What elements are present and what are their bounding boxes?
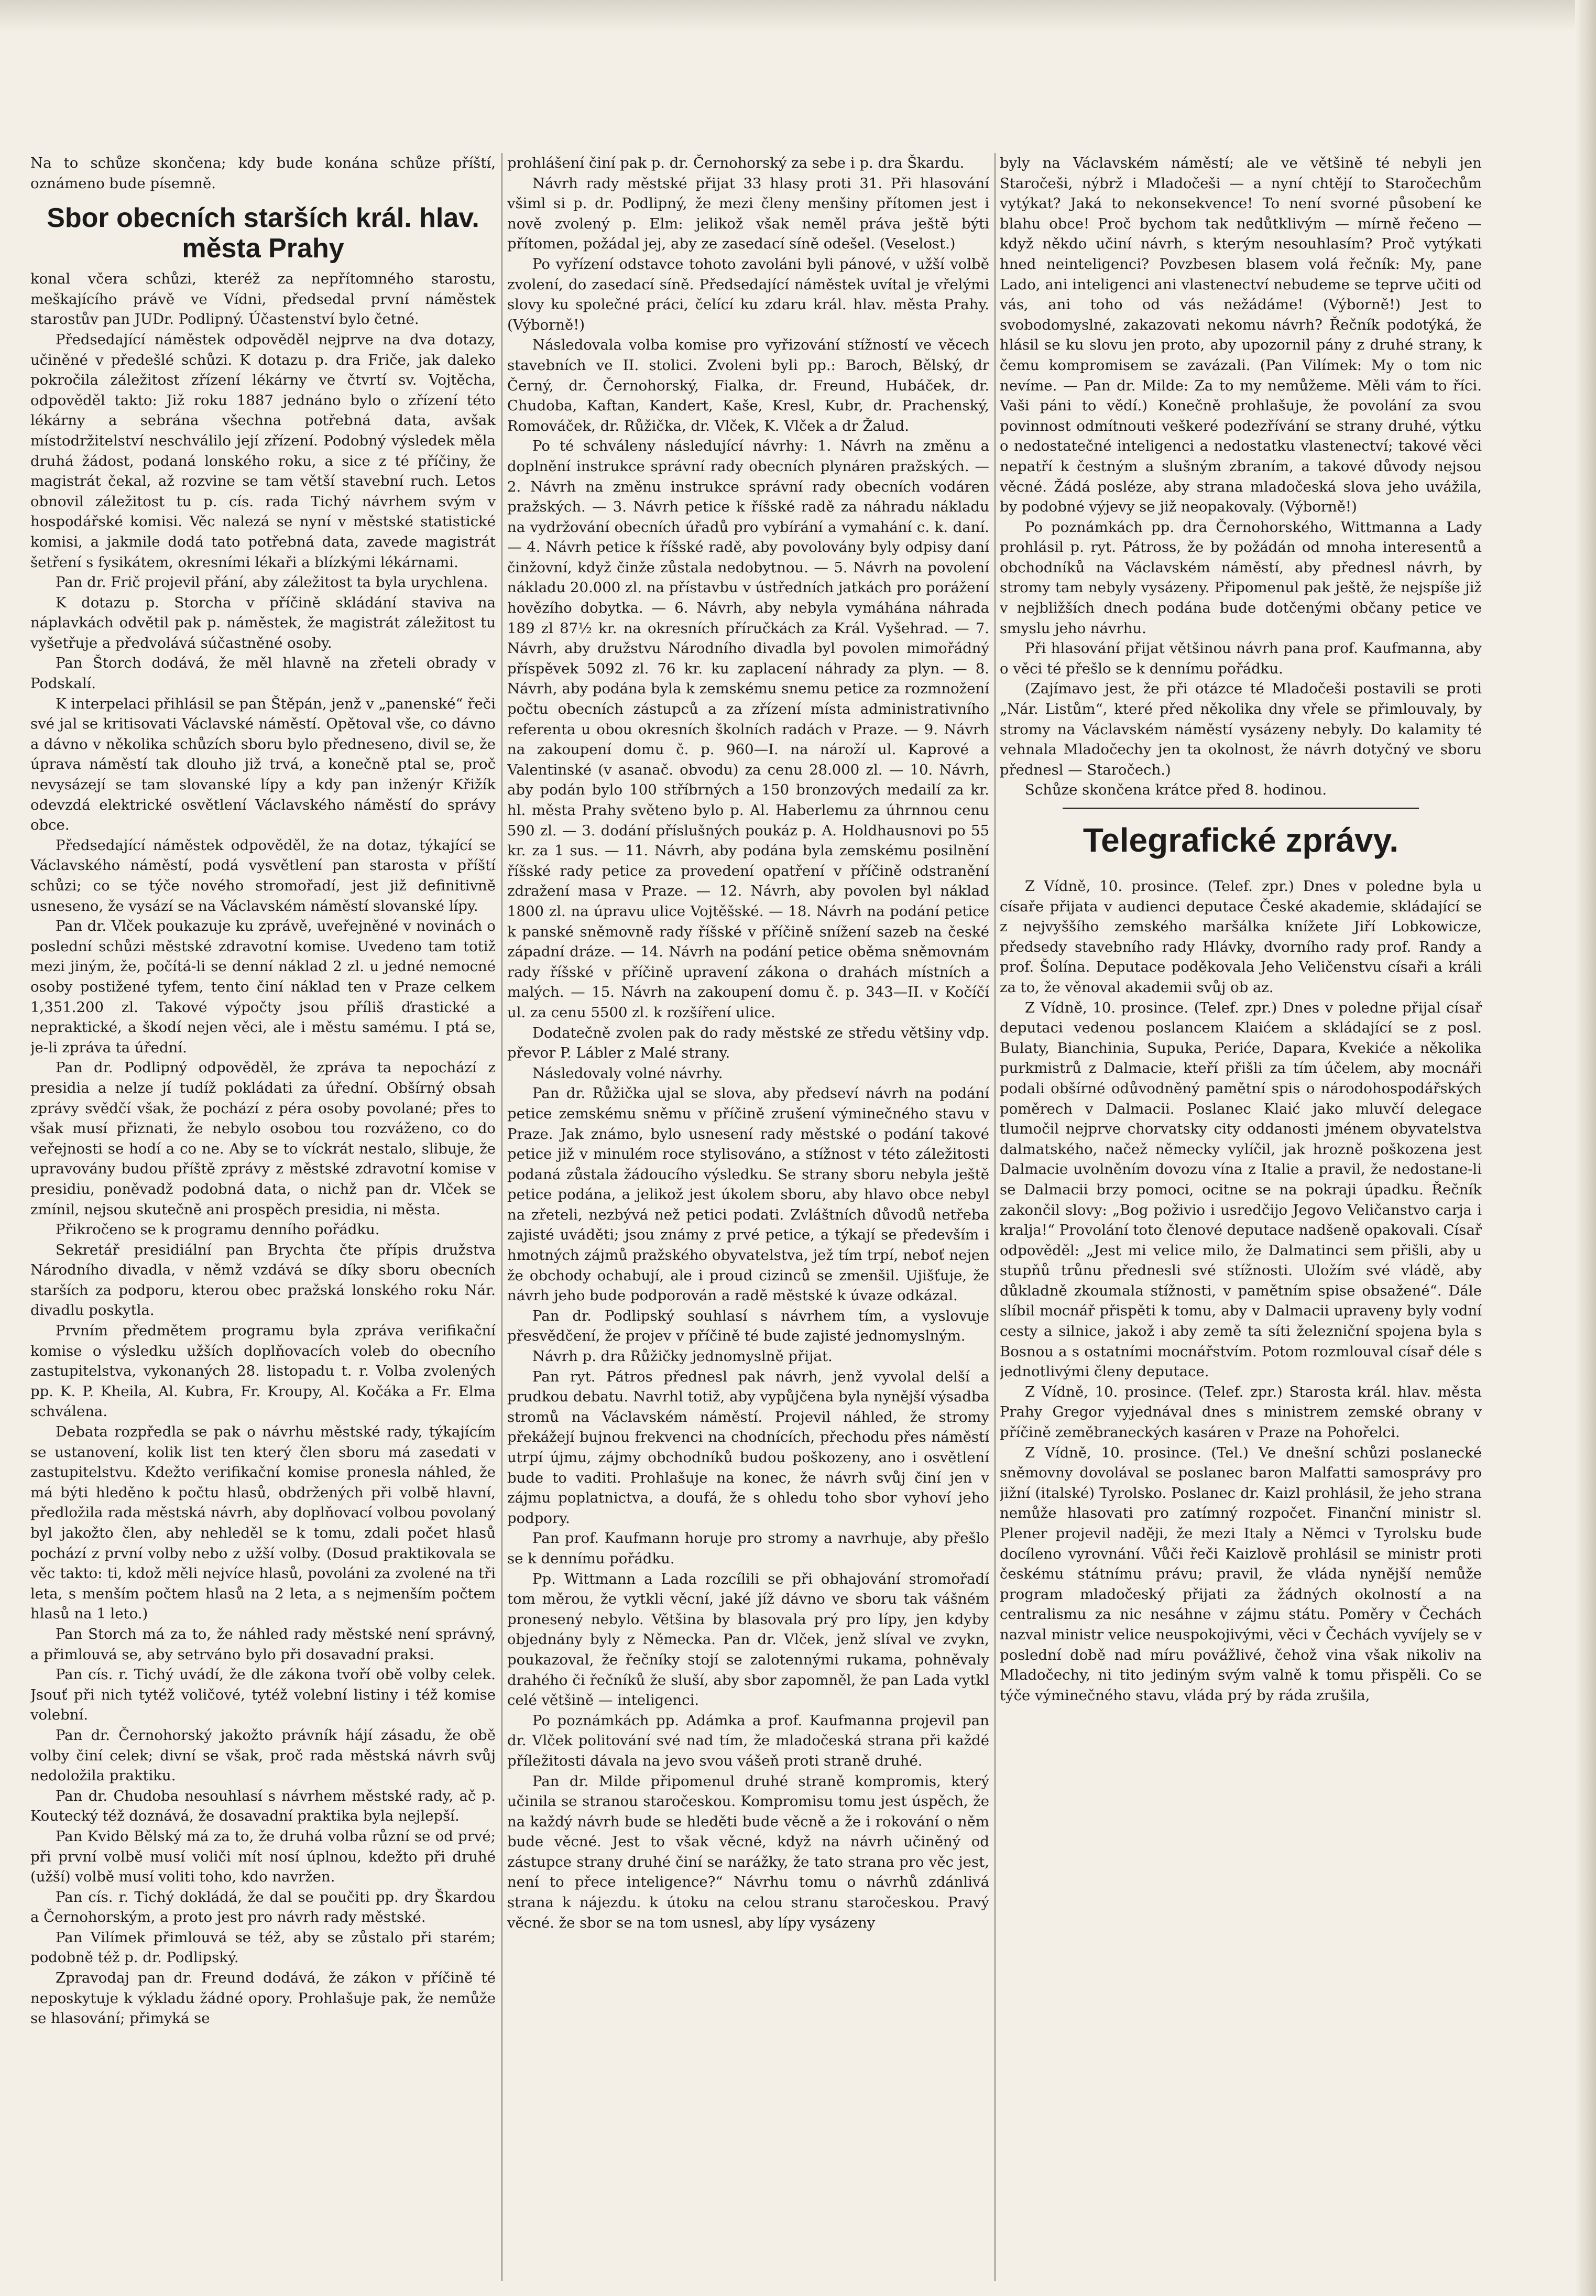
column-3 bbox=[1000, 153, 1482, 2281]
paragraph: Po té schváleny následující návrhy: 1. Návrh na změnu a doplnění instrukce správní rady obecních plynáren pražských. — 2. Návrh na změnu instrukce správní rady obecních vodáren pražských. — 3. Návrh petice k říšské radě za náhradu nákladu na vydržování obecních úřadů pro vybírání a vymahání c. k. daní. — 4. Návrh petice k říšské radě, aby povolovány byly odpisy daní činžovní, když činže zůstala nedobytnou. — 5. Návrh na povolení nákladu 20.000 zl. na přístavbu v ústředních jatkách pro porážení hovězího dobytka. — 6. Návrh, aby nebyla vymáhána náhrada 189 zl 87½ kr. na okresních příručkách za Král. Vyšehrad. — 7. Návrh, aby družstvu Národního divadla byl povolen mimořádný příspěvek 5092 zl. 76 kr. ku zaplacení náhrady za plyn. — 8. Návrh, aby podána byla k zemskému snemu petice za rozmnožení počtu obecních zástupců a za zřízení místa administrativního referenta u obou okresních školních radách v Praze. — 9. Návrh na zakoupení domu č. p. 960—I. na nároží ul. Kaprové a Valentinské (v asanač. obvodu) za cenu 28.000 zl. — 10. Návrh, aby podán bylo 100 stříbrných a 150 bronzových medailí za kr. hl. města Prahy světeno bylo p. Al. Haberlemu za úhrnnou cenu 590 zl. — 3. dodání příslušných poukáz p. A. Holdhausnovi po 55 kr. za 1 sus. — 11. Návrh, aby podána byla zemskému posilnění říšské rady petice za provedení opatření v příčině odstranění zdražení masa v Praze. — 12. Návrh, aby povolen byl náklad 1800 zl. na úpravu ulice Vojtěšské. — 18. Návrh na podání petice k panské sněmovně rady říšské v příčině snížení sazeb na české západní dráze. — 14. Návrh na podání petice oběma sněmovnám rady říšské v příčině upravení zákona o drahách místních a malých. — 15. Návrh na zakoupení domu č. p. 343—II. v Kočíčí ul. za cenu 5500 zl. k rozšíření ulice. bbox=[507, 438, 989, 1021]
paragraph: Pan dr. Chudoba nesouhlasí s návrhem městské rady, ač p. Koutecký též doznává, že dosavadní praktika byla nejlepší. bbox=[30, 1787, 496, 1825]
paragraph: Pan Storch má za to, že náhled rady městské není správný, a přimlouvá se, aby setrváno bylo při dosavadní praksi. bbox=[30, 1625, 496, 1663]
section-divider bbox=[1063, 808, 1419, 809]
paragraph: Pan cís. r. Tichý dokládá, že dal se poučiti pp. dry Škardou a Černohorským, a proto jest pro návrh rady městské. bbox=[30, 1888, 496, 1926]
paragraph: Předsedající náměstek odpověděl nejprve na dva dotazy, učiněné v předešlé schůzi. K dotazu p. dra Friče, jak daleko pokročila záležitost zřízení lékárny ve čtvrtí sv. Vojtěcha, odpověděl takto: Již roku 1887 jednáno bylo o zřízení této lékárny a sebrána všechna potřebná data, avšak místodržitelství neschválilo její zřízení. Podobný výsledek měla druhá žádost, podaná lonského roku, a sice z té příčiny, že magistrát čekal, až rozvine se tam větší stavební ruch. Letos obnovil záležitost tu p. cís. rada Tichý návrhem svým v hospodářské komisi. Věc nalezá se nyní v městské statistické komisi, a jakmile dodá tato potřebná data, zavede magistrát šetření s fysikátem, okresními lékaři a blízkými lékárnami. bbox=[30, 331, 496, 571]
telegram-item: Z Vídně, 10. prosince. (Tel.) Ve dnešní schůzi poslanecké sněmovny dovolával se poslanec baron Malfatti samosprávy pro jižní (italské) Tyrolsko. Poslanec dr. Kaizl prohlásil, že jeho strana nemůže hlasovati pro zatímný rozpočet. Finanční ministr sl. Plener projevil naději, že mezi Italy a Němci v Tyrolsku bude docíleno vyrovnání. Vůči řeči Kaizlově prohlásil se ministr proti českému státnímu právu; pravil, že vláda nynější nemůže program mladočeský přijati za žádných okolností a na centralismu za nic nesáhne v zájmu státu. Poměry v Čechách nazval ministr velice neuspokojivými, věci v Čechách vyvíjely se v poslední době nad míru povážlivé, čehož vina však nikoliv na Mladočechy, ni tito jediným svým valně k tomu přispěli. Co se týče výminečného stavu, vláda prý by ráda zrušila, bbox=[1000, 1444, 1482, 1704]
paragraph: Debata rozpředla se pak o návrhu městské rady, týkajícím se ustanovení, kolik list ten který člen sboru má zasedati v zastupitelstvu. Kdežto verifikační komise pronesla náhled, že má býti hleděno k počtu hlasů, obdržených při volbě hlavní, předložila rada městská návrh, aby doplňovací volbou povolaný byl jakožto člen, aby nehleděl se k tomu, zdali počet hlasů pochází z první volby nebo z užší volby. (Dosud praktikovala se věc takto: ti, kdož měli nejvíce hlasů, povoláni za zvolené na tři leta, s menším počtem hlasů na 2 leta, a s nejmenším počtem hlasů na 1 leto.) bbox=[30, 1423, 496, 1623]
paragraph: Pan dr. Podlipský souhlasí s návrhem tím, a vyslovuje přesvědčení, že projev v příčině té bude zajisté jednomyslným. bbox=[507, 1307, 989, 1345]
paragraph: Následovaly volné návrhy. bbox=[532, 1064, 723, 1082]
column-1 bbox=[30, 153, 496, 2281]
paragraph: Návrh rady městské přijat 33 hlasy proti 31. Při hlasování všiml si p. dr. Podlipný, že mezi členy menšiny přítomen jest i nově zvolený p. Elm: jelikož však neměl práva ještě býti přítomen, požádal jej, aby ze zasedací síně odešel. (Veselost.) bbox=[507, 175, 989, 253]
intro-text: Na to schůze skončena; kdy bude konána schůze příští, oznámeno bude písemně. bbox=[30, 155, 496, 192]
paragraph: konal včera schůzi, kteréž za nepřítomného starostu, meškajícího právě ve Vídni, předsedal první náměstek starostův pan JUDr. Podlipný. Účastenství bylo četné. bbox=[30, 270, 496, 328]
paragraph: Pp. Wittmann a Lada rozcílili se při obhajování stromořadí tom měrou, že vytkli věcní, jaké jíž dávno ve sboru tak vášném pronesený nebylo. Většina by blasovala prý pro lípy, jen kdyby objednány byly z Německa. Pan dr. Vlček, jenž slíval ve zvykn, poukazoval, že řečníky stojí se zalotennými rukama, pohněvaly drahého či řečníků že sluší, aby sbor zapomněl, že pan Lada vytkl celé většině — inteligenci. bbox=[507, 1570, 989, 1709]
section-headline: Telegrafické zprávy. bbox=[1083, 821, 1399, 859]
paragraph: Pan dr. Milde připomenul druhé straně kompromis, který učinila se stranou staročeskou. Kompromisu tomu jest úspěch, že na každý návrh bude se hleděti bude věcně a že i rokování o něm bude věcné. Jest to však věcné, když na návrh učiněný od zástupce strany druhé činí se narážky, že tato strana pro věc jest, není to přece inteligence?“ Návrhu tomu o návrhů zdánlivá strana k nájezdu. k útoku na celou stranu staročeskou. Pravý věcné. že sbor se na tom usnesl, aby lípy vysázeny bbox=[507, 1772, 989, 1931]
paragraph: (Zajímavo jest, že při otázce té Mladočeši postavili se proti „Nár. Listům“, které před několika dny vřele se přimlouvaly, by stromy na Václavském náměstí vysázeny nebyly. Do kalamity té vehnala Mladočechy jen ta okolnost, že návrh dotyčný ve sboru přednesl — Staročech.) bbox=[1000, 680, 1482, 778]
paragraph: Po vyřízení odstavce tohoto zavoláni byli pánové, v užší volbě zvolení, do zasedací síně. Předsedající náměstek uvítal je vřelými slovy ku společné práci, čelící ku zdaru král. hlav. města Prahy. (Výborně!) bbox=[507, 255, 989, 333]
page-top-edge bbox=[0, 0, 1596, 31]
paragraph: Po poznámkách pp. Adámka a prof. Kaufmanna projevil pan dr. Vlček politování své nad tím, že mladočeská strana při každé příležitosti dávala na jevo svou vášeň proti straně druhé. bbox=[507, 1712, 989, 1769]
paragraph: Pan prof. Kaufmann horuje pro stromy a navrhuje, aby přešlo se k dennímu pořádku. bbox=[507, 1530, 989, 1567]
paragraph: Pan dr. Frič projevil přání, aby záležitost ta byla urychlena. bbox=[56, 574, 488, 591]
paragraph: Pan ryt. Pátros přednesl pak návrh, jenž vyvolal delší a prudkou debatu. Navrhl totiž, aby vypůjčena byla nynější výsadba stromů na Václavském náměstí. Projevil náhled, že stromy překážejí bujnou frekvenci na chodnících, přechodu přes náměstí utrpí újmu, zájmy obchodníků budou poškozeny, ano i osvětlení bude to vaditi. Prohlašuje na konec, že návrh svůj činí jen v zájmu poplatnictva, a doufá, že s ohledu toho sbor vyhoví jeho podpory. bbox=[507, 1368, 989, 1527]
column-rule bbox=[994, 153, 996, 2281]
paragraph: Dodatečně zvolen pak do rady městské ze středu většiny vdp. převor P. Lábler z Malé strany. bbox=[507, 1024, 989, 1062]
newspaper-page bbox=[30, 153, 1560, 2286]
paragraph: K dotazu p. Storcha v příčině skládání staviva na náplavkách odvětil pak p. náměstek, že magistrát záležitost tu vyšetřuje a předvolává súčastněné osoby. bbox=[30, 594, 496, 651]
telegram-item: Z Vídně, 10. prosince. (Telef. zpr.) Dnes v poledne přijal císař deputaci vedenou poslancem Klaićem a skládající se z posl. Bulaty, Bianchinia, Supuka, Periće, Dapara, Kvekiće a několika purkmistrů z Dalmacie, kteří přišli za tím účelem, aby mocnáři podali obšírné odůvodněný pamětní spis o národohospodářských poměrech v Dalmacii. Poslanec Klaić jako mluvčí delegace tlumočil nejprve chorvatsky city oddanosti jménem obyvatelstva dalmatského, načež německy vylíčil, jak hrozně poškozena jest Dalmacie uvolněním dovozu vína z Italie a pravil, že nedostane-li se Dalmacii brzy pomoci, ocitne se na pokraji úpadku. Řečník zakončil slovy: „Bog poživio i usredčijo Jegovo Veličanstvo carja i kralja!“ Provolání toto členové deputace nadšeně opakovali. Císař odpověděl: „Jest mi velice milo, že Dalmatinci sem přišli, aby u stupňů trůnu přednesli své stížnosti. Uložím své vládě, aby důkladně zkoumala stížnosti, v pamětním spise obsažené“. Dále slíbil mocnář přispěti k tomu, aby v Dalmacii upraveny byly vodní cesty a silnice, jakož i aby země ta síti železniční spojena byla s Bosnou a s ostatními mocnářstvím. Potom rozmlouval císař déle s jednotlivými členy deputace. bbox=[1000, 999, 1482, 1380]
paragraph: Návrh p. dra Růžičky jednomyslně přijat. bbox=[532, 1348, 833, 1365]
paragraph: Pan dr. Růžička ujal se slova, aby předseví návrh na podání petice zemskému sněmu v příčině zrušení výminečného stavu v Praze. Jak známo, bylo usnesení rady městské o podání takové petice již v minulém roce stylisováno, a stížnost v této záležitosti podaná zůstala žádoucího výsledku. Se strany sboru nebyla ještě petice podána, a jelikož jest úkolem sboru, aby hlavo obce nebyl na zřeteli, nezbývá než petici podati. Zvláštních důvodů netřeba zajisté uváděti; jsou známy z prvé petice, a týkají se především i hmotných zájmů pražského obyvatelstva, jež tím trpí, neboť nejen že obchody ochabují, ale i proud cizinců se zmenšil. Ujišťuje, že návrh jeho bude podporován a radě městské k úvaze odkázal. bbox=[507, 1085, 989, 1304]
page-right-edge bbox=[1575, 0, 1596, 2296]
column-2 bbox=[507, 153, 989, 2281]
article-headline: Sbor obecních starších král. hlav. města Prahy bbox=[47, 203, 479, 264]
paragraph: Předsedající náměstek odpověděl, že na dotaz, týkající se Václavského náměstí, podá vysvětlení pan starosta v příští schůzi; co se týče nového stromořadí, jest již definitivně usneseno, že vysází se na Václavském náměstí slovanské lípy. bbox=[30, 836, 496, 915]
telegram-item: Z Vídně, 10. prosince. (Telef. zpr.) Starosta král. hlav. města Prahy Gregor vyjednával dnes s ministrem zemské obrany v příčině zeměbraneckých kasáren v Praze na Pohořelci. bbox=[1000, 1383, 1482, 1441]
paragraph: Schůze skončena krátce před 8. hodinou. bbox=[1025, 781, 1327, 799]
paragraph: Pan Štorch dodává, že měl hlavně na zřeteli obrady v Podskalí. bbox=[30, 655, 496, 692]
paragraph: Pan dr. Vlček poukazuje ku zprávě, uveřejněné v novinách o poslední schůzi městské zdravotní komise. Uvedeno tam totiž mezi jiným, že, počítá-li se denní náklad 2 zl. u jedné nemocné osoby postižené tyfem, tento činí náklad ten v Praze celkem 1,351.200 zl. Takové výpočty jsou příliš ďrastické a nepraktické, a škodí nejen věci, ale i městu samému. I ptá se, je-li zpráva ta úřední. bbox=[30, 918, 496, 1056]
paragraph: Při hlasování přijat většinou návrh pana prof. Kaufmanna, aby o věci té přešlo se k dennímu pořádku. bbox=[1000, 640, 1482, 677]
paragraph: Následovala volba komise pro vyřizování stížností ve věcech stavebních ve II. stolici. Zvoleni byli pp.: Baroch, Bělský, dr Černý, dr. Černohorský, Fialka, dr. Freund, Hubáček, dr. Chudoba, Kaftan, Kandert, Kaše, Kresl, Kubr, dr. Prachenský, Romováček, dr. Růžička, dr. Vlček, K. Vlček a dr Žalud. bbox=[507, 336, 989, 434]
paragraph: Pan dr. Podlipný odpověděl, že zpráva ta nepochází z presidia a nelze jí tudíž pokládati za úřední. Obšírný obsah zprávy svědčí však, že pochází z péra osoby povolané; přes to však musí přiznati, že nebylo osobou tou rozváženo, co do veřejnosti se hodí a co ne. Aby se to víckrát nestalo, slibuje, že upravovány budou příště zprávy z městské zdravotní komise v presidiu, poněvadž podobná data, o nichž pan dr. Vlček se zmínil, nejsou skutečně ani prospěch presidia, ni města. bbox=[30, 1059, 496, 1218]
paragraph: Pan cís. r. Tichý uvádí, že dle zákona tvoří obě volby celek. Jsouť při nich tytéž voličové, tytéž volební listiny i též komise volební. bbox=[30, 1666, 496, 1724]
paragraph: Přikročeno se k programu denního pořádku. bbox=[56, 1221, 380, 1238]
column-rule bbox=[501, 153, 502, 2281]
paragraph: Prvním předmětem programu byla zpráva verifikační komise o výsledku užších doplňovacích voleb do obecního zastupitelstva, vykonaných 28. listopadu t. r. Volba zvolených pp. K. P. Kheila, Al. Kubra, Fr. Kroupy, Al. Kočáka a Fr. Elma schválena. bbox=[30, 1322, 496, 1420]
paragraph: Pan dr. Černohorský jakožto právník hájí zásadu, že obě volby činí celek; divní se však, proč rada městská návrh svůj nedoložila praktiku. bbox=[30, 1726, 496, 1784]
paragraph: Po poznámkách pp. dra Černohorského, Wittmanna a Lady prohlásil p. ryt. Pátross, že by požádán od mnoha interesentů a obchodníků na Václavském náměstí, aby přednesl návrh, by stromy tam nebyly vysázeny. Připomenul pak ještě, že nejspíše již v nejbližších dnech podána bude dotčenými občany petice ve smyslu jeho návrhu. bbox=[1000, 518, 1482, 637]
paragraph: Sekretář presidiální pan Brychta čte přípis družstva Národního divadla, v němž vzdává se díky sboru obecních starších za podporu, kterou obec pražská lonského roku Nár. divadlu poskytla. bbox=[30, 1241, 496, 1319]
paragraph: byly na Václavském náměstí; ale ve většině té nebyli jen Staročeši, nýbrž i Mladočeši — a nyní chtějí to Staročechům vytýkat? Jaká to nekonsekvence! To není svorné působení ke blahu obce! Proč bychom tak nedůtklivým — mírně řečeno — když někdo učiní návrh, s kterým nesouhlasím? Proč vytýkati hned neinteligenci? Povzbesen blasem volá řečník: My, pane Lado, ani inteligenci ani vlastenectví nebudeme se teprve učiti od vás, ani toho od vás nežádáme! (Výborně!) Jest to svobodomyslné, zakazovati nekomu návrh? Řečník podotýká, že hlásil se ku slovu jen proto, aby upozornil pány z druhé strany, k čemu kompromisem se zavázali. (Pan Vilímek: My o tom nic nevíme. — Pan dr. Milde: Za to my nemůžeme. Měli vám to říci. Vaši páni to vědí.) Konečně prohlašuje, že povolání za svou povinnost odmítnouti veškeré podezřívání se strany druhé, výtku o nedostatečné inteligenci a nedostatku vlastenectví; takové věci nepatří k čestným a slušným zbraním, a takové důvody nejsou věcné. Žádá posléze, aby strana mladočeská slova jeho uvážila, by podobné výjevy se již neopakovaly. (Výborně!) bbox=[1000, 155, 1482, 516]
paragraph: Pan Vilímek přimlouvá se též, aby se zůstalo při starém; podobně též p. dr. Podlipský. bbox=[30, 1929, 496, 1966]
paragraph: K interpelaci přihlásil se pan Štěpán, jenž v „panenské“ řeči své jal se kritisovati Václavské náměstí. Opětoval vše, co dávno a dávno v několika schůzích sboru bylo předneseno, divil se, že úprava náměstí tak dlouho již trvá, a konečně ptal se, proč nevysázejí se tam slovanské lípy a kdy pan inženýr Křižík odevzdá elektrické osvětlení Václavského náměstí do správy obce. bbox=[30, 695, 496, 834]
paragraph: Pan Kvido Bělský má za to, že druhá volba různí se od prvé; při první volbě musí voliči mít nosí úplnou, kdežto při druhé (užší) volbě musí voliti toho, kdo navržen. bbox=[30, 1827, 496, 1886]
paragraph: Zpravodaj pan dr. Freund dodává, že zákon v příčině té neposkytuje k výkladu žádné opory. Prohlašuje pak, že nemůže se hlasování; přimyká se bbox=[30, 1969, 496, 2027]
telegram-item: Z Vídně, 10. prosince. (Telef. zpr.) Dnes v poledne byla u císaře přijata v audienci deputace České akademie, skládající se z nejvyššího zemského maršálka knížete Jiří Lobkowicze, předsedy stavebního rady Hlávky, dvorního rady prof. Randy a prof. Šolína. Deputace poděkovala Jeho Veličenstvu císaři a králi za to, že věnoval akademii svůj ob az. bbox=[1000, 878, 1482, 996]
paragraph: prohlášení činí pak p. dr. Černohorský za sebe i p. dra Škardu. bbox=[507, 155, 965, 171]
